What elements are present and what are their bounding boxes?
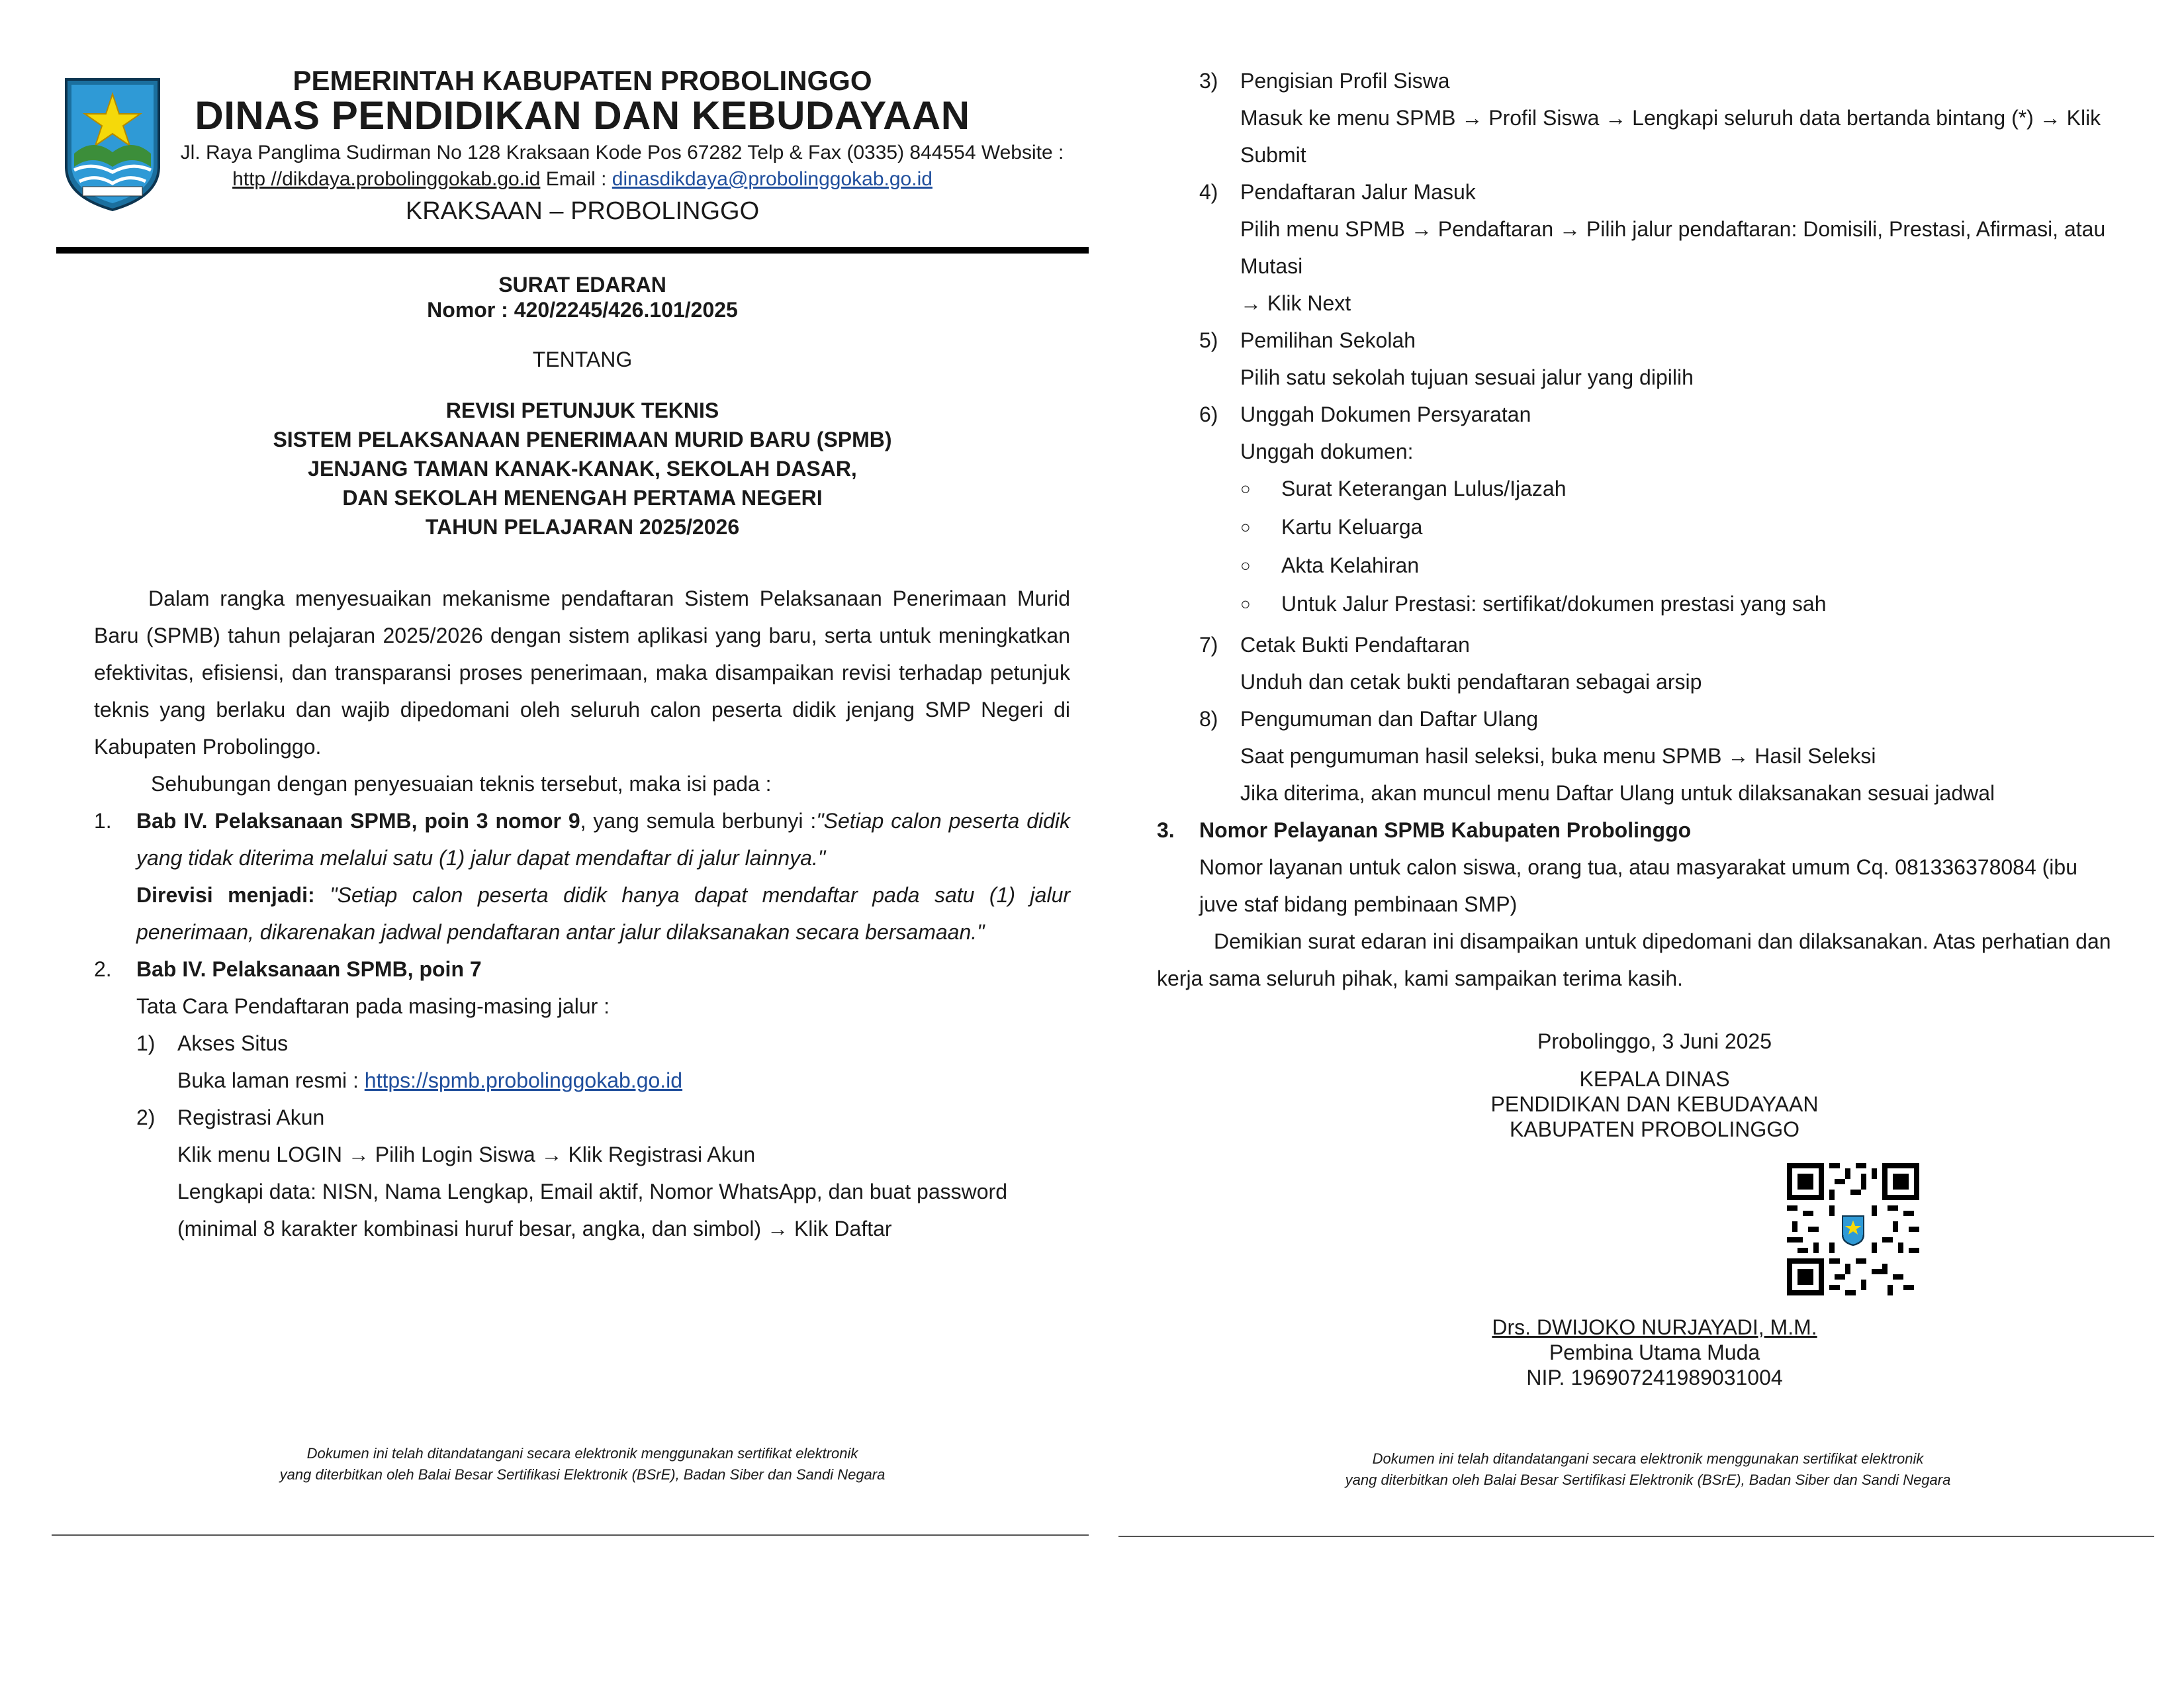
item-3-number: 3. bbox=[1157, 818, 1175, 842]
doc-bullet: Surat Keterangan Lulus/Ijazah bbox=[1281, 477, 1567, 500]
closing-line-2: kerja sama seluruh pihak, kami sampaikan terima kasih. bbox=[1157, 966, 1683, 990]
letterhead-website[interactable]: http //dikdaya.probolinggokab.go.id bbox=[232, 168, 541, 190]
step-3-title: Pengisian Profil Siswa bbox=[1240, 69, 1450, 93]
step-2-line-3: (minimal 8 karakter kombinasi huruf besar, angka, dan simbol) → Klik Daftar bbox=[177, 1217, 892, 1241]
letter-number: Nomor : 420/2245/426.101/2025 bbox=[427, 298, 738, 322]
regency-logo bbox=[60, 74, 165, 213]
doc-bullet: Kartu Keluarga bbox=[1281, 515, 1423, 539]
step-5-number: 5) bbox=[1199, 328, 1218, 352]
item-3-title: Nomor Pelayanan SPMB Kabupaten Probolinggo bbox=[1199, 818, 1692, 842]
letterhead-city: KRAKSAAN – PROBOLINGGO bbox=[405, 197, 760, 225]
step-4-line-1: Pilih menu SPMB → Pendaftaran → Pilih jalur pendaftaran: Domisili, Prestasi, Afirmasi, atau bbox=[1240, 217, 2106, 241]
step-4-title: Pendaftaran Jalur Masuk bbox=[1240, 180, 1476, 204]
signatory-rank: Pembina Utama Muda bbox=[1549, 1340, 1760, 1364]
step-1-prefix: Buka laman resmi : bbox=[177, 1068, 365, 1092]
footer-line: yang diterbitkan oleh Balai Besar Sertifikasi Elektronik (BSrE), Badan Siber dan Sandi Negara bbox=[1345, 1472, 1951, 1488]
signatory-nip: NIP. 196907241989031004 bbox=[1526, 1366, 1783, 1389]
item-2-title: Bab IV. Pelaksanaan SPMB, poin 7 bbox=[136, 957, 482, 981]
qr-code-icon bbox=[1787, 1163, 1919, 1295]
step-2-line-1: Klik menu LOGIN → Pilih Login Siswa → Klik Registrasi Akun bbox=[177, 1143, 756, 1166]
item-1-title: Bab IV. Pelaksanaan SPMB, poin 3 nomor 9 bbox=[136, 809, 580, 833]
letter-type: SURAT EDARAN bbox=[498, 273, 666, 297]
item-1-old-quote: "Setiap calon peserta didik yang tidak diterima melalui satu (1) jalur dapat mendaftar di jalur lainnya." bbox=[136, 809, 1071, 870]
footer-line: yang diterbitkan oleh Balai Besar Sertifikasi Elektronik (BSrE), Badan Siber dan Sandi Negara bbox=[279, 1466, 886, 1483]
step-8-title: Pengumuman dan Daftar Ulang bbox=[1240, 707, 1539, 731]
title-line: JENJANG TAMAN KANAK-KANAK, SEKOLAH DASAR, bbox=[308, 457, 857, 481]
bullet-icon: ○ bbox=[1240, 594, 1251, 614]
item-1-number: 1. bbox=[94, 809, 112, 833]
step-2-number: 2) bbox=[136, 1105, 156, 1129]
step-6-title: Unggah Dokumen Persyaratan bbox=[1240, 402, 1531, 426]
footer-note-left bbox=[199, 1443, 966, 1485]
intro-paragraph: Dalam rangka menyesuaikan mekanisme pendaftaran Sistem Pelaksanaan Penerimaan Murid Baru (SPMB) tahun pelajaran 2025/2026 dengan sistem aplikasi yang baru, serta untuk meningkatkan efektivitas, efisiensi, dan transparansi proses penerimaan, maka disampaikan revisi terhadap petunjuk teknis yang berlaku dan wajib dipedomani oleh seluruh calon peserta didik jenjang SMP Negeri di Kabupaten Probolinggo. bbox=[94, 586, 1070, 759]
step-1-title: Akses Situs bbox=[177, 1031, 289, 1055]
item-1-revised-label: Direvisi menjadi: bbox=[136, 883, 315, 907]
letterhead-rule bbox=[56, 247, 1089, 254]
footer-rule-left bbox=[52, 1534, 1089, 1536]
item-2-number: 2. bbox=[94, 957, 112, 981]
step-7-number: 7) bbox=[1199, 633, 1218, 657]
item-3-line-2: juve staf bidang pembinaan SMP) bbox=[1199, 892, 1518, 916]
step-6-number: 6) bbox=[1199, 402, 1218, 426]
step-4-line-3: → Klik Next bbox=[1240, 291, 1351, 315]
doc-bullet: Akta Kelahiran bbox=[1281, 553, 1420, 577]
footer-line: Dokumen ini telah ditandatangani secara elektronik menggunakan sertifikat elektronik bbox=[306, 1445, 858, 1462]
letterhead-contact bbox=[192, 168, 973, 191]
step-3-line-1: Masuk ke menu SPMB → Profil Siswa → Lengkapi seluruh data bertanda bintang (*) → Klik bbox=[1240, 106, 2101, 130]
step-3-line-2: Submit bbox=[1240, 143, 1306, 167]
bullet-icon: ○ bbox=[1240, 517, 1251, 537]
step-2-title: Registrasi Akun bbox=[177, 1105, 325, 1129]
title-line: REVISI PETUNJUK TEKNIS bbox=[445, 399, 719, 422]
item-1-new-quote: "Setiap calon peserta didik hanya dapat mendaftar pada satu (1) jalur penerimaan, dikarenakan jadwal pendaftaran antar jalur dilaksanakan secara bersamaan." bbox=[136, 883, 1071, 944]
doc-bullet: Untuk Jalur Prestasi: sertifikat/dokumen prestasi yang sah bbox=[1281, 592, 1827, 616]
step-4-line-2: Mutasi bbox=[1240, 254, 1303, 278]
sign-position-2: PENDIDIKAN DAN KEBUDAYAAN bbox=[1490, 1092, 1819, 1116]
title-line: SISTEM PELAKSANAAN PENERIMAAN MURID BARU (SPMB) bbox=[273, 428, 892, 451]
letterhead-email-link[interactable]: dinasdikdaya@probolinggokab.go.id bbox=[612, 168, 933, 190]
step-8-line-1: Saat pengumuman hasil seleksi, buka menu SPMB → Hasil Seleksi bbox=[1240, 744, 1876, 768]
step-4-number: 4) bbox=[1199, 180, 1218, 204]
step-5-line-1: Pilih satu sekolah tujuan sesuai jalur yang dipilih bbox=[1240, 365, 1694, 389]
footer-rule-right bbox=[1118, 1536, 2154, 1537]
bullet-icon: ○ bbox=[1240, 555, 1251, 575]
letterhead-email-label: Email : bbox=[545, 168, 607, 190]
step-5-title: Pemilihan Sekolah bbox=[1240, 328, 1416, 352]
signatory-name: Drs. DWIJOKO NURJAYADI, M.M. bbox=[1492, 1315, 1817, 1339]
step-3-number: 3) bbox=[1199, 69, 1218, 93]
item-1-text bbox=[136, 802, 1070, 876]
closing-line-1: Demikian surat edaran ini disampaikan untuk dipedomani dan dilaksanakan. Atas perhatian dan bbox=[1214, 929, 2111, 953]
bullet-icon: ○ bbox=[1240, 479, 1251, 498]
footer-note-right bbox=[1264, 1448, 2032, 1491]
intro-paragraph-2: Sehubungan dengan penyesuaian teknis tersebut, maka isi pada : bbox=[151, 772, 772, 796]
step-7-title: Cetak Bukti Pendaftaran bbox=[1240, 633, 1470, 657]
letter-title bbox=[60, 396, 1105, 541]
step-1-number: 1) bbox=[136, 1031, 156, 1055]
letterhead-address: Jl. Raya Panglima Sudirman No 128 Kraksaan Kode Pos 67282 Telp & Fax (0335) 844554 Website : bbox=[180, 142, 1064, 164]
footer-line: Dokumen ini telah ditandatangani secara elektronik menggunakan sertifikat elektronik bbox=[1372, 1450, 1924, 1467]
letterhead-government: PEMERINTAH KABUPATEN PROBOLINGGO bbox=[293, 65, 872, 96]
sign-position-1: KEPALA DINAS bbox=[1579, 1067, 1730, 1091]
step-2-line-2: Lengkapi data: NISN, Nama Lengkap, Email aktif, Nomor WhatsApp, dan buat password bbox=[177, 1180, 1007, 1203]
step-1-line bbox=[177, 1062, 682, 1099]
step-6-line-1: Unggah dokumen: bbox=[1240, 440, 1414, 463]
step-8-line-2: Jika diterima, akan muncul menu Daftar Ulang untuk dilaksanakan sesuai jadwal bbox=[1240, 781, 1995, 805]
item-1-lead: , yang semula berbunyi : bbox=[580, 809, 817, 833]
letter-about: TENTANG bbox=[532, 348, 633, 371]
sign-place-date: Probolinggo, 3 Juni 2025 bbox=[1537, 1029, 1772, 1053]
item-2-subtitle: Tata Cara Pendaftaran pada masing-masing jalur : bbox=[136, 994, 610, 1018]
item-3-line-1: Nomor layanan untuk calon siswa, orang tua, atau masyarakat umum Cq. 081336378084 (ibu bbox=[1199, 855, 2077, 879]
title-line: TAHUN PELAJARAN 2025/2026 bbox=[425, 515, 740, 539]
step-8-number: 8) bbox=[1199, 707, 1218, 731]
sign-position-3: KABUPATEN PROBOLINGGO bbox=[1509, 1117, 1799, 1141]
page-right bbox=[1092, 0, 2184, 1688]
letterhead-office: DINAS PENDIDIKAN DAN KEBUDAYAAN bbox=[195, 93, 970, 138]
title-line: DAN SEKOLAH MENENGAH PERTAMA NEGERI bbox=[342, 486, 823, 510]
item-1-revision bbox=[136, 876, 1070, 951]
step-7-line-1: Unduh dan cetak bukti pendaftaran sebagai arsip bbox=[1240, 670, 1702, 694]
spmb-site-link[interactable]: https://spmb.probolinggokab.go.id bbox=[364, 1068, 683, 1092]
